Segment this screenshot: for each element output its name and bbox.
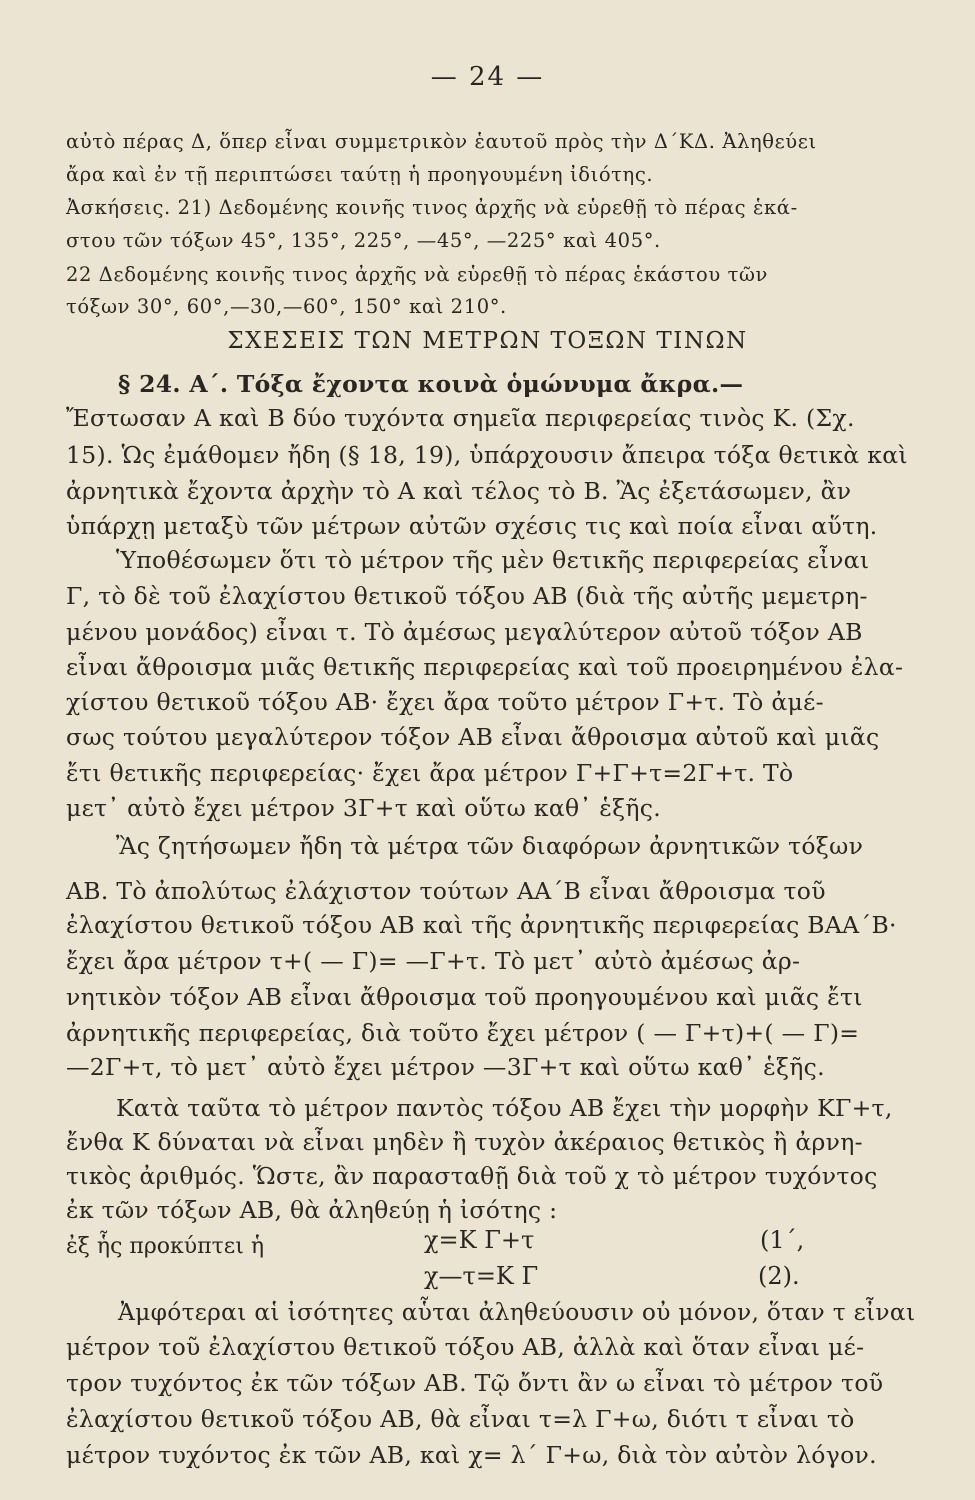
- body-line: μέτρον τυχόντος ἐκ τῶν ΑΒ, καὶ χ= λ΄ Γ+ω, διὰ τὸν αὐτὸν λόγον.: [66, 1441, 877, 1469]
- equation-1: χ=Κ Γ+τ: [424, 1226, 535, 1254]
- text-line: τόξων 30°, 60°,—30,—60°, 150° καὶ 210°.: [66, 295, 507, 318]
- exercise-line: 22 Δεδομένης κοινῆς τινος ἀρχῆς νὰ εὑρεθῇ τὸ πέρας ἑκάστου τῶν: [66, 263, 768, 286]
- body-line: ἀρνητικῆς περιφερείας, διὰ τοῦτο ἔχει μέτρον ( — Γ+τ)+( — Γ)=: [66, 1019, 860, 1047]
- body-line: μένου μονάδος) εἶναι τ. Τὸ ἀμέσως μεγαλύτερον αὐτοῦ τόξον ΑΒ: [66, 618, 863, 646]
- body-line: ἐκ τῶν τόξων ΑΒ, θὰ ἀληθεύῃ ἡ ἰσότης :: [66, 1196, 558, 1224]
- body-line: Ἂς ζητήσωμεν ἤδη τὰ μέτρα τῶν διαφόρων ἀρνητικῶν τόξων: [116, 832, 864, 860]
- body-line: σως τούτου μεγαλύτερον τόξον ΑΒ εἶναι ἄθροισμα αὐτοῦ καὶ μιᾶς: [66, 723, 880, 751]
- body-line: νητικὸν τόξον ΑΒ εἶναι ἄθροισμα τοῦ προηγουμένου καὶ μιᾶς ἔτι: [66, 983, 863, 1011]
- page-number: — 24 —: [430, 62, 545, 92]
- body-line: ὑπάρχῃ μεταξὺ τῶν μέτρων αὐτῶν σχέσις τις καὶ ποία εἶναι αὕτη.: [66, 512, 878, 540]
- text-line: ἄρα καὶ ἐν τῇ περιπτώσει ταύτῃ ἡ προηγουμένη ἰδιότης.: [66, 163, 654, 186]
- body-line: ἐλαχίστου θετικοῦ τόξου ΑΒ καὶ τῆς ἀρνητικῆς περιφερείας ΒΑΑ΄Β·: [66, 911, 897, 939]
- text-line: στου τῶν τόξων 45°, 135°, 225°, —45°, —225° καὶ 405°.: [66, 229, 661, 252]
- body-line: 15). Ὡς ἐμάθομεν ἤδη (§ 18, 19), ὑπάρχουσιν ἄπειρα τόξα θετικὰ καὶ: [66, 441, 908, 469]
- body-line: ΑΒ. Τὸ ἀπολύτως ἐλάχιστον τούτων ΑΑ΄Β εἶναι ἄθροισμα τοῦ: [66, 877, 826, 905]
- section-title: § 24. Α΄. Τόξα ἔχοντα κοινὰ ὁμώνυμα ἄκρα.—: [118, 370, 744, 398]
- body-line: ἐλαχίστου θετικοῦ τόξου ΑΒ, θὰ εἶναι τ=λ Γ+ω, διότι τ εἶναι τὸ: [66, 1405, 855, 1433]
- body-line: ἔτι θετικῆς περιφερείας· ἔχει ἄρα μέτρον Γ+Γ+τ=2Γ+τ. Τὸ: [66, 759, 794, 787]
- body-line: —2Γ+τ, τὸ μετ᾽ αὐτὸ ἔχει μέτρον —3Γ+τ καὶ οὕτω καθ᾽ ἑξῆς.: [66, 1053, 825, 1081]
- body-line: τικὸς ἀριθμός. Ὥστε, ἂν παρασταθῇ διὰ τοῦ χ τὸ μέτρον τυχόντος: [66, 1162, 878, 1190]
- text-line: αὐτὸ πέρας Δ, ὅπερ εἶναι συμμετρικὸν ἑαυτοῦ πρὸς τὴν Δ΄ΚΔ. Ἀληθεύει: [66, 130, 817, 153]
- equation-intro: ἐξ ἧς προκύπτει ἡ: [66, 1234, 264, 1259]
- body-line: Κατὰ ταῦτα τὸ μέτρον παντὸς τόξου ΑΒ ἔχει τὴν μορφὴν ΚΓ+τ,: [116, 1094, 893, 1122]
- body-line: ἔχει ἄρα μέτρον τ+( — Γ)= —Γ+τ. Τὸ μετ᾽ αὐτὸ ἀμέσως ἀρ-: [66, 947, 801, 975]
- equation-2-number: (2).: [758, 1262, 800, 1290]
- body-line: μετ᾽ αὐτὸ ἔχει μέτρον 3Γ+τ καὶ οὕτω καθ᾽ ἑξῆς.: [66, 794, 662, 822]
- body-line: Γ, τὸ δὲ τοῦ ἐλαχίστου θετικοῦ τόξου ΑΒ (διὰ τῆς αὐτῆς μεμετρη-: [66, 582, 868, 610]
- exercise-line: Ἀσκήσεις. 21) Δεδομένης κοινῆς τινος ἀρχῆς νὰ εὑρεθῇ τὸ πέρας ἑκά-: [66, 196, 798, 219]
- body-line: Ὑποθέσωμεν ὅτι τὸ μέτρον τῆς μὲν θετικῆς περιφερείας εἶναι: [116, 546, 870, 574]
- equation-1-number: (1΄,: [760, 1226, 805, 1254]
- equation-2: χ—τ=Κ Γ: [424, 1262, 539, 1290]
- body-line: χίστου θετικοῦ τόξου ΑΒ· ἔχει ἄρα τοῦτο μέτρον Γ+τ. Τὸ ἀμέ-: [66, 688, 824, 716]
- body-line: ἔνθα Κ δύναται νὰ εἶναι μηδὲν ἢ τυχὸν ἀκέραιος θετικὸς ἢ ἀρνη-: [66, 1128, 863, 1156]
- body-line: ἀρνητικὰ ἔχοντα ἀρχὴν τὸ Α καὶ τέλος τὸ Β. Ἂς ἐξετάσωμεν, ἂν: [66, 477, 852, 505]
- section-heading: ΣΧΕΣΕΙΣ ΤΩΝ ΜΕΤΡΩΝ ΤΟΞΩΝ ΤΙΝΩΝ: [227, 328, 748, 354]
- body-line: Ἔστωσαν Α καὶ Β δύο τυχόντα σημεῖα περιφερείας τινὸς Κ. (Σχ.: [66, 404, 855, 432]
- body-line: Ἀμφότεραι αἱ ἰσότητες αὗται ἀληθεύουσιν οὐ μόνον, ὅταν τ εἶναι: [118, 1298, 916, 1326]
- body-line: μέτρον τοῦ ἐλαχίστου θετικοῦ τόξου ΑΒ, ἀλλὰ καὶ ὅταν εἶναι μέ-: [66, 1333, 865, 1361]
- body-line: εἶναι ἄθροισμα μιᾶς θετικῆς περιφερείας καὶ τοῦ προειρημένου ἐλα-: [66, 653, 904, 681]
- body-line: τρον τυχόντος ἐκ τῶν τόξων ΑΒ. Τῷ ὄντι ἂν ω εἶναι τὸ μέτρον τοῦ: [66, 1369, 884, 1397]
